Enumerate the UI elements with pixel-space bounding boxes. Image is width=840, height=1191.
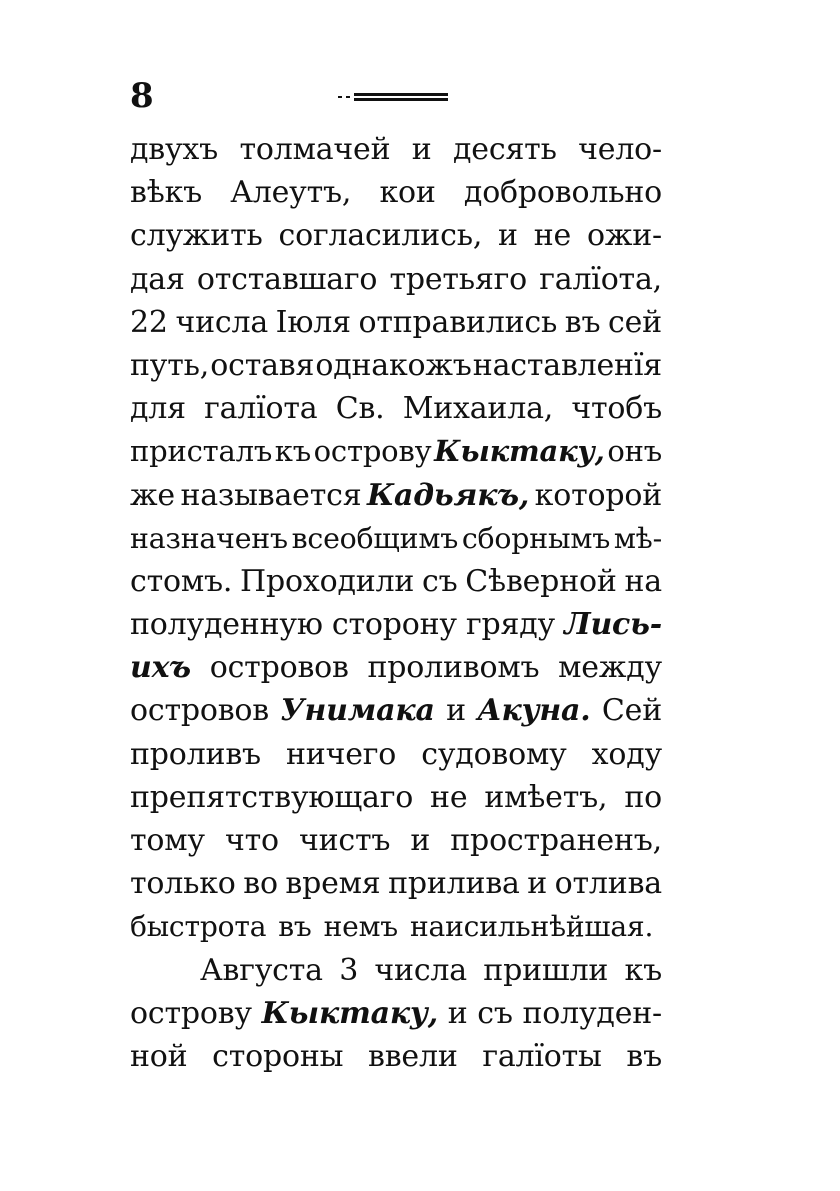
text-word: кои xyxy=(379,175,436,211)
body-text xyxy=(130,128,662,1078)
text-word: 3 xyxy=(339,952,359,988)
text-word: десять xyxy=(453,132,557,167)
text-word: не xyxy=(430,779,468,815)
text-line xyxy=(130,905,662,948)
text-word: вѣкъ xyxy=(130,175,203,211)
text-word: путь, xyxy=(130,347,210,383)
text-line xyxy=(130,560,662,603)
text-word: сторону xyxy=(331,607,457,643)
text-word: островов xyxy=(209,650,349,686)
text-word: отставшаго xyxy=(196,261,378,297)
text-word: только xyxy=(130,866,236,902)
text-word: толмачей xyxy=(239,132,391,167)
text-word: по xyxy=(624,779,662,815)
text-word: онъ xyxy=(607,434,662,469)
text-word: же xyxy=(130,477,175,513)
text-word: присталъ xyxy=(130,434,273,469)
text-line xyxy=(130,949,662,992)
text-word: Кадьякъ, xyxy=(366,477,530,513)
text-word: во xyxy=(243,866,278,902)
text-line xyxy=(130,430,662,473)
text-word: мѣ- xyxy=(613,521,662,555)
text-word: Iюля xyxy=(275,304,351,340)
text-word: гряду xyxy=(466,607,555,643)
text-word: Св. xyxy=(335,391,385,427)
text-word: чело- xyxy=(578,132,662,167)
text-word: время xyxy=(285,866,381,902)
text-word: и xyxy=(527,866,548,902)
text-word: быстрота xyxy=(130,910,267,944)
text-word: Лись- xyxy=(564,607,662,643)
text-word: однакожъ xyxy=(315,347,472,383)
text-word: къ xyxy=(624,952,662,988)
text-word: для xyxy=(130,391,186,427)
text-word: и xyxy=(411,132,432,167)
text-word: судовому xyxy=(421,736,567,772)
header-ornament-rule xyxy=(338,92,448,102)
text-word: полуденную xyxy=(130,607,323,643)
text-word: третьяго xyxy=(389,261,528,297)
text-word: имѣетъ, xyxy=(484,779,608,815)
text-word: числа xyxy=(175,304,269,340)
text-word: и xyxy=(498,218,518,254)
text-word: съ xyxy=(421,563,458,599)
text-word: Кыктаку, xyxy=(434,434,605,469)
text-line xyxy=(130,992,662,1035)
text-word: Акуна. xyxy=(477,693,591,729)
text-word: Алеутъ, xyxy=(230,175,352,211)
text-word: всеобщимъ xyxy=(291,521,459,555)
text-word: ничего xyxy=(285,736,397,772)
text-line xyxy=(130,344,662,387)
text-line xyxy=(130,171,662,214)
text-word: чистъ xyxy=(298,823,391,858)
text-word: ожи- xyxy=(586,218,662,254)
text-line xyxy=(130,301,662,344)
text-word: ихъ xyxy=(130,650,191,686)
text-line xyxy=(130,517,662,560)
text-line xyxy=(130,689,662,732)
text-word: острову xyxy=(130,995,252,1031)
text-line xyxy=(130,862,662,905)
text-word: галїоты xyxy=(482,1038,602,1074)
text-word: на xyxy=(624,563,662,599)
text-word: Унимака xyxy=(280,693,435,729)
text-word: прилива xyxy=(388,866,520,902)
text-word: препятствующаго xyxy=(130,779,414,815)
text-word: добровольно xyxy=(463,175,662,211)
text-word: не xyxy=(533,218,572,254)
text-word: пространенъ, xyxy=(450,823,662,858)
text-line xyxy=(130,819,662,862)
text-word: стомъ. xyxy=(130,563,233,599)
text-word: островов xyxy=(130,693,269,729)
text-word: и xyxy=(447,995,468,1031)
text-word: проливомъ xyxy=(367,650,540,686)
text-line xyxy=(130,214,662,257)
text-word: 22 xyxy=(130,304,168,340)
text-word: острову xyxy=(313,434,432,469)
text-word: Михаила, xyxy=(402,391,554,427)
text-line xyxy=(130,474,662,517)
text-word: проливъ xyxy=(130,736,261,772)
text-line xyxy=(130,1035,662,1078)
text-word: немъ xyxy=(323,910,398,944)
text-word: называется xyxy=(180,477,362,513)
text-word: наисильнѣйшая. xyxy=(410,910,654,944)
text-line xyxy=(130,603,662,646)
text-word: отправились xyxy=(358,304,558,340)
text-word: служить xyxy=(130,218,263,254)
text-word: которой xyxy=(534,477,662,513)
text-line xyxy=(130,387,662,430)
text-word: галїота, xyxy=(539,261,662,297)
text-word: Кыктаку, xyxy=(261,995,438,1031)
text-word: сборнымъ xyxy=(461,521,611,555)
text-word: назначенъ xyxy=(130,521,288,555)
text-line xyxy=(130,776,662,819)
text-line xyxy=(130,646,662,689)
text-word: сей xyxy=(608,304,662,340)
text-word: наставленїя xyxy=(472,347,662,383)
text-word: галїота xyxy=(204,391,318,427)
text-word: дая xyxy=(130,261,185,297)
text-word: Проходили xyxy=(240,563,415,599)
text-word: ввели xyxy=(368,1038,458,1074)
page-header xyxy=(130,78,670,114)
text-word: въ xyxy=(564,304,601,340)
text-word: оставя xyxy=(210,347,315,383)
text-word: въ xyxy=(278,910,312,944)
text-word: и xyxy=(410,823,431,858)
page-number: 8 xyxy=(130,76,154,116)
text-word: съ xyxy=(477,995,513,1031)
text-word: отлива xyxy=(554,866,662,902)
text-word: ной xyxy=(130,1038,188,1074)
text-word: что xyxy=(224,823,279,858)
text-word: въ xyxy=(626,1038,662,1074)
text-line xyxy=(130,128,662,171)
text-word: между xyxy=(558,650,662,686)
text-word: согласились, xyxy=(278,218,483,254)
text-word: Сѣверной xyxy=(465,563,617,599)
text-line xyxy=(130,733,662,776)
text-word: и xyxy=(446,693,466,729)
text-line xyxy=(130,258,662,301)
text-word: чтобъ xyxy=(571,391,662,427)
text-word: числа xyxy=(374,952,467,988)
text-word: ходу xyxy=(591,736,662,772)
text-word: пришли xyxy=(483,952,609,988)
text-word: къ xyxy=(274,434,311,469)
text-word: полуден- xyxy=(522,995,662,1031)
text-word: тому xyxy=(130,823,205,858)
text-word: стороны xyxy=(212,1038,344,1074)
text-word: Августа xyxy=(200,952,323,988)
text-word: Сей xyxy=(601,693,662,729)
text-word: двухъ xyxy=(130,132,219,167)
